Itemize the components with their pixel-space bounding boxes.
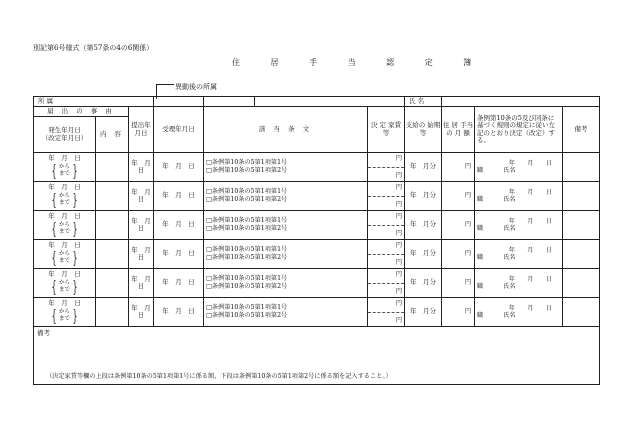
yen-unit-lower: 円: [395, 287, 403, 295]
receipt-date-cell[interactable]: [154, 182, 204, 211]
remarks-cell[interactable]: [563, 211, 600, 240]
yen-unit-upper: 円: [395, 300, 403, 307]
after-transfer-label: 異動後の所属: [175, 83, 217, 91]
yen-unit-lower: 円: [395, 316, 403, 324]
submission-date-cell[interactable]: [129, 269, 158, 298]
decision-cell[interactable]: [475, 269, 563, 298]
footer-row: [34, 327, 600, 385]
remarks-cell[interactable]: [563, 240, 600, 269]
from-to-bracket: { から まで }: [51, 218, 78, 238]
clause-checkbox-2[interactable]: □条例第10条の5第1項第2号: [206, 225, 288, 232]
yen-unit-upper: 円: [395, 213, 403, 220]
submission-date-ymd: 年 月 日: [131, 274, 158, 290]
clause-checkbox-1[interactable]: □条例第10条の5第1項第1号: [206, 274, 288, 282]
submission-date-cell[interactable]: [129, 211, 158, 240]
decision-date: 年 月 日: [508, 304, 553, 312]
allowance-cell[interactable]: [442, 269, 475, 298]
document-title: 住 居 手 当 認 定 簿: [232, 58, 486, 67]
footer-remarks-cell[interactable]: [34, 327, 600, 385]
entry-row: [34, 182, 600, 211]
decision-date: 年 月 日: [508, 246, 553, 254]
allowance-cell[interactable]: [442, 211, 475, 240]
allowance-yen-unit: 円: [464, 163, 472, 171]
clause-checkbox-1[interactable]: □条例第10条の5第1項第1号: [206, 187, 288, 195]
decision-date: 年 月 日: [508, 188, 553, 196]
decided-rent-cell[interactable]: [368, 182, 405, 211]
submission-date-ymd: 年 月 日: [131, 216, 158, 232]
content-cell[interactable]: [96, 240, 129, 269]
occurrence-date-cell[interactable]: [34, 153, 96, 182]
clause-checkbox-2[interactable]: □条例第10条の5第1項第2号: [206, 196, 288, 203]
from-label: から: [58, 192, 70, 199]
decision-cell[interactable]: [475, 153, 563, 182]
allowance-cell[interactable]: [442, 298, 475, 327]
allowance-yen-unit: 円: [464, 250, 472, 258]
to-label: まで: [58, 315, 70, 322]
affiliation-cell-1[interactable]: [154, 97, 204, 107]
clause-checkbox-1[interactable]: □条例第10条の5第1項第1号: [206, 158, 288, 166]
decided-rent-cell[interactable]: [368, 211, 405, 240]
clause-cell[interactable]: [204, 153, 368, 182]
official-label: 職: [477, 283, 484, 290]
decided-rent-cell[interactable]: [368, 153, 405, 182]
from-to-bracket: { から まで }: [51, 160, 78, 180]
allowance-yen-unit: 円: [464, 308, 472, 316]
clause-cell[interactable]: [204, 298, 368, 327]
dashed-divider: [368, 283, 404, 284]
remarks-cell[interactable]: [563, 269, 600, 298]
allowance-register-table: [33, 96, 600, 385]
official-name-label: 氏名: [503, 225, 516, 232]
dashed-divider: [368, 254, 404, 255]
payment-start-header: 支給の 始期等: [405, 107, 442, 153]
payment-start-cell[interactable]: [405, 240, 442, 269]
occurrence-date-cell[interactable]: [34, 182, 96, 211]
decided-rent-cell[interactable]: [368, 240, 405, 269]
receipt-date-ymd: 年 月 日: [162, 191, 195, 200]
payment-start-cell[interactable]: [405, 153, 442, 182]
from-label: から: [58, 163, 70, 170]
payment-start-month: 年 月分: [410, 220, 437, 229]
receipt-date-ymd: 年 月 日: [162, 307, 195, 316]
decision-cell[interactable]: [475, 298, 563, 327]
to-label: まで: [58, 286, 70, 293]
entry-row: [34, 298, 600, 327]
yen-unit-upper: 円: [395, 184, 403, 191]
occurrence-date-cell[interactable]: [34, 211, 96, 240]
receipt-date-cell[interactable]: [154, 298, 204, 327]
occurrence-date-ymd: 年 月 日: [48, 183, 81, 192]
official-label: 職: [477, 167, 484, 174]
official-name-label: 氏名: [503, 254, 516, 261]
affiliation-label: 所 属: [34, 97, 154, 107]
official-name-label: 氏名: [503, 167, 516, 174]
remarks-cell[interactable]: [563, 182, 600, 211]
remarks-cell[interactable]: [563, 298, 600, 327]
allowance-header: 住 居 手当の 月 額: [442, 107, 475, 153]
occurrence-date-header: [34, 117, 96, 153]
dashed-divider: [368, 167, 404, 168]
clause-checkbox-2[interactable]: □条例第10条の5第1項第2号: [206, 254, 288, 261]
allowance-cell[interactable]: [442, 182, 475, 211]
dashed-divider: [368, 225, 404, 226]
entry-row: [34, 153, 600, 182]
occurrence-date-label: 発生年月日: [48, 126, 81, 135]
from-to-bracket: { から まで }: [51, 276, 78, 296]
clause-cell[interactable]: [204, 240, 368, 269]
clause-cell[interactable]: [204, 211, 368, 240]
to-label: まで: [58, 228, 70, 235]
clause-checkbox-2[interactable]: □条例第10条の5第1項第2号: [206, 312, 288, 319]
occurrence-date-cell[interactable]: [34, 240, 96, 269]
clause-header: 該 当 条 文: [204, 107, 368, 153]
from-label: から: [58, 279, 70, 286]
name-label: 氏 名: [405, 97, 442, 107]
occurrence-date-cell[interactable]: [34, 269, 96, 298]
decision-date: 年 月 日: [508, 275, 553, 283]
from-to-bracket: { から まで }: [51, 247, 78, 267]
occurrence-date-ymd: 年 月 日: [48, 241, 81, 250]
decided-rent-header: 決 定 家賃等: [368, 107, 405, 153]
receipt-date-ymd: 年 月 日: [162, 278, 195, 287]
submission-date-cell[interactable]: [129, 153, 158, 182]
occurrence-date-ymd: 年 月 日: [48, 270, 81, 279]
clause-checkbox-2[interactable]: □条例第10条の5第1項第2号: [206, 283, 288, 290]
content-cell[interactable]: [96, 182, 129, 211]
content-cell[interactable]: [96, 211, 129, 240]
revision-date-label: （改定年月日）: [41, 133, 88, 142]
allowance-yen-unit: 円: [464, 221, 472, 229]
yen-unit-lower: 円: [395, 200, 403, 208]
official-name-label: 氏名: [503, 312, 516, 319]
submission-date-header: 提出年月日: [129, 107, 154, 153]
official-name-label: 氏名: [503, 283, 516, 290]
dashed-divider: [368, 196, 404, 197]
submission-date-ymd: 年 月 日: [131, 245, 158, 261]
decision-note-header: 条例第10条の5及び同条に基づく規則の規定に従い左記のとおり決定（改定）する。: [475, 107, 563, 153]
dashed-divider: [368, 312, 404, 313]
receipt-date-cell[interactable]: [154, 211, 204, 240]
submission-date-cell[interactable]: [129, 298, 158, 327]
receipt-date-cell[interactable]: [154, 269, 204, 298]
payment-start-month: 年 月分: [410, 249, 437, 258]
occurrence-date-ymd: 年 月 日: [48, 154, 81, 163]
official-name-label: 氏名: [503, 196, 516, 203]
decision-cell[interactable]: [475, 182, 563, 211]
allowance-yen-unit: 円: [464, 279, 472, 287]
allowance-yen-unit: 円: [464, 192, 472, 200]
reason-header: 届 出 の 事 由: [34, 107, 129, 117]
receipt-date-header: 受理年月日: [154, 107, 204, 153]
yen-unit-lower: 円: [395, 171, 403, 179]
affiliation-cell-3[interactable]: [255, 97, 405, 107]
to-label: まで: [58, 257, 70, 264]
from-to-bracket: { から まで }: [51, 305, 78, 325]
form-number-label: 別記第6号様式（第57条の4の6関係）: [33, 44, 154, 52]
to-label: まで: [58, 199, 70, 206]
clause-cell[interactable]: [204, 182, 368, 211]
official-label: 職: [477, 196, 484, 203]
clause-cell[interactable]: [204, 269, 368, 298]
payment-start-cell[interactable]: [405, 211, 442, 240]
payment-start-month: 年 月分: [410, 162, 437, 171]
remarks-header: 備考: [563, 107, 600, 153]
clause-checkbox-1[interactable]: □条例第10条の5第1項第1号: [206, 303, 288, 311]
content-header: 内 容: [96, 117, 129, 153]
entry-row: [34, 240, 600, 269]
occurrence-date-cell[interactable]: [34, 298, 96, 327]
occurrence-date-ymd: 年 月 日: [48, 212, 81, 221]
decision-cell[interactable]: [475, 211, 563, 240]
footer-note: （決定家賃等欄の上段は条例第10条の5第1項第1号に係る額，下段は条例第10条の5第1項第2号に係る額を記入すること。）: [46, 372, 392, 380]
decided-rent-cell[interactable]: [368, 298, 405, 327]
official-label: 職: [477, 254, 484, 261]
submission-date-cell[interactable]: [129, 182, 158, 211]
decision-date: 年 月 日: [508, 159, 553, 167]
receipt-date-ymd: 年 月 日: [162, 249, 195, 258]
official-label: 職: [477, 312, 484, 319]
clause-checkbox-1[interactable]: □条例第10条の5第1項第1号: [206, 216, 288, 224]
from-label: から: [58, 250, 70, 257]
decided-rent-cell[interactable]: [368, 269, 405, 298]
content-cell[interactable]: [96, 298, 129, 327]
yen-unit-upper: 円: [395, 155, 403, 162]
affiliation-cell-2[interactable]: [204, 97, 255, 107]
submission-date-ymd: 年 月 日: [131, 303, 158, 319]
header-row-1: [34, 107, 600, 117]
receipt-date-cell[interactable]: [154, 153, 204, 182]
payment-start-cell[interactable]: [405, 182, 442, 211]
yen-unit-lower: 円: [395, 258, 403, 266]
yen-unit-lower: 円: [395, 229, 403, 237]
payment-start-month: 年 月分: [410, 278, 437, 287]
remarks-cell[interactable]: [563, 153, 600, 182]
decision-date: 年 月 日: [508, 217, 553, 225]
from-label: から: [58, 221, 70, 228]
payment-start-month: 年 月分: [410, 191, 437, 200]
receipt-date-ymd: 年 月 日: [162, 162, 195, 171]
entry-row: [34, 211, 600, 240]
occurrence-date-ymd: 年 月 日: [48, 299, 81, 308]
affiliation-row: [34, 97, 600, 107]
yen-unit-upper: 円: [395, 242, 403, 249]
receipt-date-ymd: 年 月 日: [162, 220, 195, 229]
to-label: まで: [58, 170, 70, 177]
official-label: 職: [477, 225, 484, 232]
submission-date-ymd: 年 月 日: [131, 158, 158, 174]
name-cell[interactable]: [442, 97, 600, 107]
payment-start-cell[interactable]: [405, 269, 442, 298]
entry-row: [34, 269, 600, 298]
allowance-cell[interactable]: [442, 153, 475, 182]
yen-unit-upper: 円: [395, 271, 403, 278]
payment-start-cell[interactable]: [405, 298, 442, 327]
receipt-date-cell[interactable]: [154, 240, 204, 269]
payment-start-month: 年 月分: [410, 307, 437, 316]
decision-cell[interactable]: [475, 240, 563, 269]
submission-date-cell[interactable]: [129, 240, 158, 269]
from-to-bracket: { から まで }: [51, 189, 78, 209]
clause-checkbox-2[interactable]: □条例第10条の5第1項第2号: [206, 167, 288, 174]
footer-remarks-label: 備考: [37, 329, 50, 337]
clause-checkbox-1[interactable]: □条例第10条の5第1項第1号: [206, 245, 288, 253]
content-cell[interactable]: [96, 153, 129, 182]
from-label: から: [58, 308, 70, 315]
allowance-cell[interactable]: [442, 240, 475, 269]
submission-date-ymd: 年 月 日: [131, 187, 158, 203]
content-cell[interactable]: [96, 269, 129, 298]
